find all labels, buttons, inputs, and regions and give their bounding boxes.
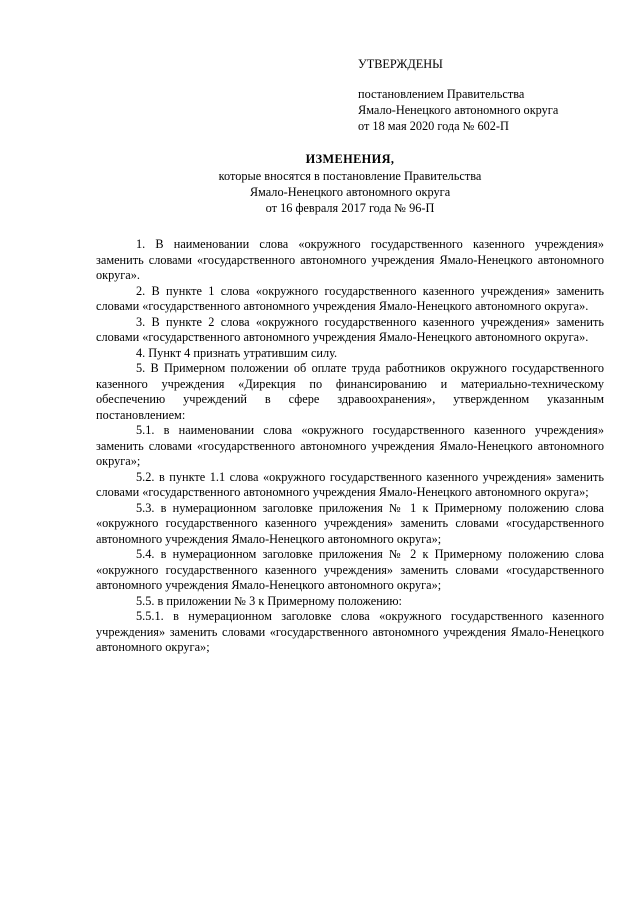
paragraph-5: 5. В Примерном положении об оплате труда работников окружного государственного казенного учреждения «Дирекция по финансированию и материально-техническому обеспечению учреждений в сфере здравоохранения», утвержденном указанным постановлением:	[96, 361, 604, 422]
paragraph-5-1: 5.1. в наименовании слова «окружного государственного казенного учреждения» заменить словами «государственного автономного учреждения Ямало-Ненецкого автономного округа»;	[96, 423, 604, 468]
paragraph-1: 1. В наименовании слова «окружного государственного казенного учреждения» заменить словами «государственного автономного учреждения Ямало-Ненецкого автономного округа».	[96, 237, 604, 282]
paragraph-2: 2. В пункте 1 слова «окружного государственного казенного учреждения» заменить словами «государственного автономного учреждения Ямало-Ненецкого автономного округа».	[96, 283, 604, 313]
document-title	[96, 151, 604, 216]
paragraph-3: 3. В пункте 2 слова «окружного государственного казенного учреждения» заменить словами «государственного автономного учреждения Ямало-Ненецкого автономного округа».	[96, 314, 604, 344]
approval-line: постановлением Правительства	[358, 87, 525, 101]
paragraph-5-3: 5.3. в нумерационном заголовке приложения № 1 к Примерному положению слова «окружного государственного казенного учреждения» заменить словами «государственного автономного учреждения Ямало-Ненецкого автономного округа»;	[96, 500, 604, 546]
paragraph-5-5-1: 5.5.1. в нумерационном заголовке слова «окружного государственного казенного учреждения» заменить словами «государственного автономного учреждения Ямало-Ненецкого автономного округа»;	[96, 609, 604, 654]
title-line: Ямало-Ненецкого автономного округа	[249, 185, 451, 199]
title-line: которые вносятся в постановление Правительства	[218, 169, 482, 183]
approval-line: от 18 мая 2020 года № 602-П	[358, 119, 509, 133]
approval-heading: УТВЕРЖДЕНЫ	[358, 57, 443, 71]
approval-stamp	[358, 56, 618, 134]
paragraph-5-2: 5.2. в пункте 1.1 слова «окружного государственного казенного учреждения» заменить словами «государственного автономного учреждения Ямало-Ненецкого автономного округа»;	[96, 469, 604, 499]
paragraph-5-4: 5.4. в нумерационном заголовке приложения № 2 к Примерному положению слова «окружного государственного казенного учреждения» заменить словами «государственного автономного учреждения Ямало-Ненецкого автономного округа»;	[96, 547, 604, 592]
title-line: от 16 февраля 2017 года № 96-П	[265, 201, 435, 215]
paragraph-5-5: 5.5. в приложении № 3 к Примерному положению:	[136, 593, 402, 608]
paragraph-4: 4. Пункт 4 признать утратившим силу.	[136, 345, 338, 360]
document-body	[96, 237, 604, 656]
title-heading: ИЗМЕНЕНИЯ,	[305, 152, 395, 166]
approval-line: Ямало-Ненецкого автономного округа	[358, 103, 559, 117]
